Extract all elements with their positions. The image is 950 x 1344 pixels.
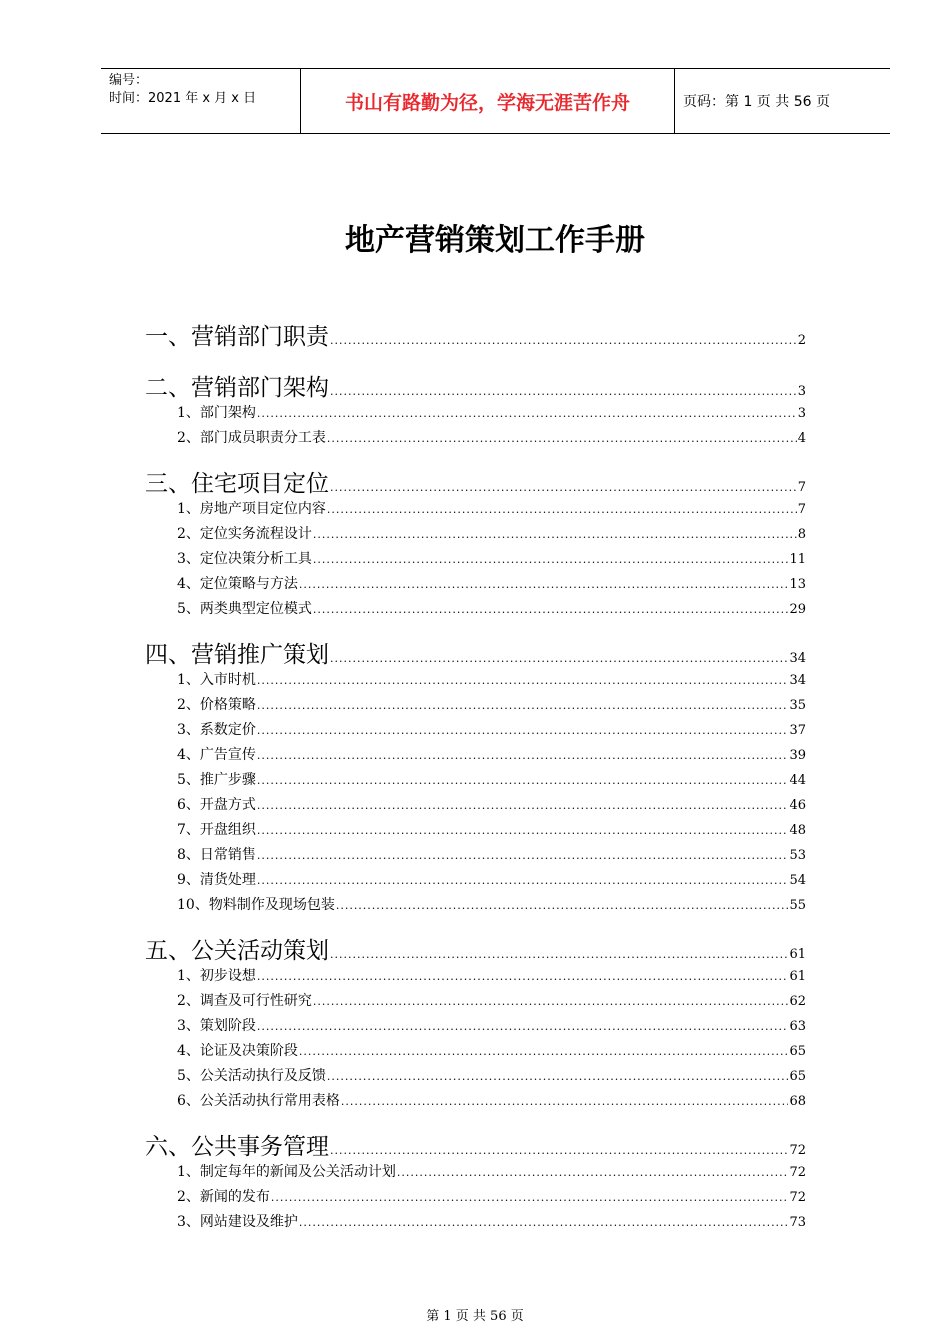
toc-section[interactable] xyxy=(177,990,806,1010)
toc-chapter[interactable] xyxy=(145,636,806,669)
toc-page-number: 34 xyxy=(789,673,806,688)
toc-leader-dots xyxy=(313,995,789,1008)
toc-leader-dots xyxy=(257,407,797,420)
toc-label: 4、定位策略与方法 xyxy=(177,576,298,592)
toc-page-number: 44 xyxy=(789,773,806,788)
toc-leader-dots xyxy=(313,528,797,541)
toc-leader-dots xyxy=(257,874,789,887)
toc-leader-dots xyxy=(327,1070,789,1083)
toc-leader-dots xyxy=(330,1144,788,1157)
toc-leader-dots xyxy=(257,774,789,787)
toc-page-number: 34 xyxy=(789,651,806,666)
toc-section[interactable] xyxy=(177,819,806,839)
toc-label: 5、推广步骤 xyxy=(177,772,256,788)
toc-label: 2、部门成员职责分工表 xyxy=(177,430,326,446)
toc-section[interactable] xyxy=(177,523,806,543)
toc-section[interactable] xyxy=(177,1015,806,1035)
toc-leader-dots xyxy=(327,503,797,516)
toc-page-number: 35 xyxy=(789,698,806,713)
toc-label: 6、开盘方式 xyxy=(177,797,256,813)
time-label: 时间：2021 年 x 月 x 日 xyxy=(109,91,257,106)
toc-leader-dots xyxy=(257,1020,789,1033)
toc-section[interactable] xyxy=(177,744,806,764)
toc-section[interactable] xyxy=(177,844,806,864)
toc-page-number: 61 xyxy=(789,947,806,962)
toc-page-number: 55 xyxy=(789,898,806,913)
toc-leader-dots xyxy=(327,432,797,445)
toc-page-number: 3 xyxy=(797,406,806,421)
header-table xyxy=(101,68,890,134)
toc-leader-dots xyxy=(330,652,788,665)
toc-section[interactable] xyxy=(177,498,806,518)
toc-page-number: 63 xyxy=(789,1019,806,1034)
toc-section[interactable] xyxy=(177,1186,806,1206)
toc-label: 5、公关活动执行及反馈 xyxy=(177,1068,326,1084)
toc-leader-dots xyxy=(257,849,789,862)
toc-section[interactable] xyxy=(177,894,806,914)
toc-label: 2、价格策略 xyxy=(177,697,256,713)
toc-section[interactable] xyxy=(177,573,806,593)
toc-label: 4、论证及决策阶段 xyxy=(177,1043,298,1059)
toc-leader-dots xyxy=(299,578,789,591)
toc-page-number: 8 xyxy=(797,527,806,542)
toc-page-number: 72 xyxy=(789,1165,806,1180)
toc-label: 3、系数定价 xyxy=(177,722,256,738)
toc-label: 四、营销推广策划 xyxy=(145,642,329,668)
toc-label: 1、房地产项目定位内容 xyxy=(177,501,326,517)
toc-label: 六、公共事务管理 xyxy=(145,1134,329,1160)
toc-section[interactable] xyxy=(177,1161,806,1181)
toc-page-number: 61 xyxy=(789,969,806,984)
toc-page-number: 68 xyxy=(789,1094,806,1109)
toc-page-number: 62 xyxy=(789,994,806,1009)
toc-leader-dots xyxy=(257,699,789,712)
toc-label: 三、住宅项目定位 xyxy=(145,471,329,497)
toc-label: 3、定位决策分析工具 xyxy=(177,551,312,567)
toc-page-number: 4 xyxy=(797,431,806,446)
toc-page-number: 7 xyxy=(797,480,806,495)
document-title: 地产营销策划工作手册 xyxy=(345,223,645,258)
toc-section[interactable] xyxy=(177,548,806,568)
toc-leader-dots xyxy=(299,1045,789,1058)
toc-page-number: 37 xyxy=(789,723,806,738)
toc-section[interactable] xyxy=(177,694,806,714)
toc-page-number: 29 xyxy=(789,602,806,617)
toc-page-number: 48 xyxy=(789,823,806,838)
header-page-info: 页码：第 1 页 共 56 页 xyxy=(683,94,830,110)
toc-leader-dots xyxy=(257,674,789,687)
toc-leader-dots xyxy=(271,1191,789,1204)
header-meta xyxy=(101,69,301,133)
toc-page-number: 72 xyxy=(789,1143,806,1158)
toc-label: 1、入市时机 xyxy=(177,672,256,688)
toc-label: 一、营销部门职责 xyxy=(145,324,329,350)
toc-label: 8、日常销售 xyxy=(177,847,256,863)
toc-leader-dots xyxy=(330,481,797,494)
toc-label: 3、网站建设及维护 xyxy=(177,1214,298,1230)
header-motto: 书山有路勤为径，学海无涯苦作舟 xyxy=(301,69,675,133)
toc-leader-dots xyxy=(330,948,788,961)
toc-leader-dots xyxy=(257,799,789,812)
toc-label: 2、新闻的发布 xyxy=(177,1189,270,1205)
toc-label: 二、营销部门架构 xyxy=(145,375,329,401)
page-footer: 第 1 页 共 56 页 xyxy=(426,1309,524,1324)
toc-section[interactable] xyxy=(177,427,806,447)
toc-page-number: 46 xyxy=(789,798,806,813)
number-label: 编号： xyxy=(109,73,149,88)
toc-page-number: 53 xyxy=(789,848,806,863)
toc-page-number: 7 xyxy=(797,502,806,517)
toc-label: 五、公关活动策划 xyxy=(145,938,329,964)
toc-chapter[interactable] xyxy=(145,1128,806,1161)
toc-page-number: 39 xyxy=(789,748,806,763)
toc-leader-dots xyxy=(330,385,797,398)
toc-page-number: 11 xyxy=(789,552,806,567)
toc-chapter[interactable] xyxy=(145,465,806,498)
toc-chapter[interactable] xyxy=(145,932,806,965)
toc-section[interactable] xyxy=(177,1090,806,1110)
toc-label: 9、清货处理 xyxy=(177,872,256,888)
toc-page-number: 13 xyxy=(789,577,806,592)
toc-page-number: 2 xyxy=(797,333,806,348)
toc-label: 1、初步设想 xyxy=(177,968,256,984)
toc-leader-dots xyxy=(330,334,797,347)
toc-page-number: 3 xyxy=(797,384,806,399)
toc-leader-dots xyxy=(336,899,789,912)
toc-label: 10、物料制作及现场包装 xyxy=(177,897,335,913)
toc-section[interactable] xyxy=(177,769,806,789)
toc-section[interactable] xyxy=(177,965,806,985)
toc-label: 4、广告宣传 xyxy=(177,747,256,763)
toc-section[interactable] xyxy=(177,598,806,618)
toc-leader-dots xyxy=(257,724,789,737)
toc-leader-dots xyxy=(313,553,789,566)
toc-chapter[interactable] xyxy=(145,318,806,351)
toc-section[interactable] xyxy=(177,1065,806,1085)
toc-page-number: 54 xyxy=(789,873,806,888)
toc-label: 2、调查及可行性研究 xyxy=(177,993,312,1009)
toc-leader-dots xyxy=(257,970,789,983)
toc-leader-dots xyxy=(257,749,789,762)
toc-leader-dots xyxy=(257,824,789,837)
toc-label: 3、策划阶段 xyxy=(177,1018,256,1034)
toc-chapter[interactable] xyxy=(145,369,806,402)
toc-section[interactable] xyxy=(177,794,806,814)
toc-page-number: 65 xyxy=(789,1069,806,1084)
toc-leader-dots xyxy=(299,1216,789,1229)
toc-section[interactable] xyxy=(177,1040,806,1060)
toc-section[interactable] xyxy=(177,869,806,889)
toc-section[interactable] xyxy=(177,669,806,689)
toc-leader-dots xyxy=(313,603,789,616)
toc-label: 7、开盘组织 xyxy=(177,822,256,838)
toc-page-number: 73 xyxy=(789,1215,806,1230)
toc-leader-dots xyxy=(397,1166,789,1179)
toc-label: 2、定位实务流程设计 xyxy=(177,526,312,542)
toc-label: 5、两类典型定位模式 xyxy=(177,601,312,617)
toc-section[interactable] xyxy=(177,402,806,422)
toc-page-number: 72 xyxy=(789,1190,806,1205)
toc-page-number: 65 xyxy=(789,1044,806,1059)
toc-section[interactable] xyxy=(177,719,806,739)
toc-label: 6、公关活动执行常用表格 xyxy=(177,1093,340,1109)
toc-label: 1、制定每年的新闻及公关活动计划 xyxy=(177,1164,396,1180)
toc-leader-dots xyxy=(341,1095,789,1108)
toc-label: 1、部门架构 xyxy=(177,405,256,421)
toc-section[interactable] xyxy=(177,1211,806,1231)
